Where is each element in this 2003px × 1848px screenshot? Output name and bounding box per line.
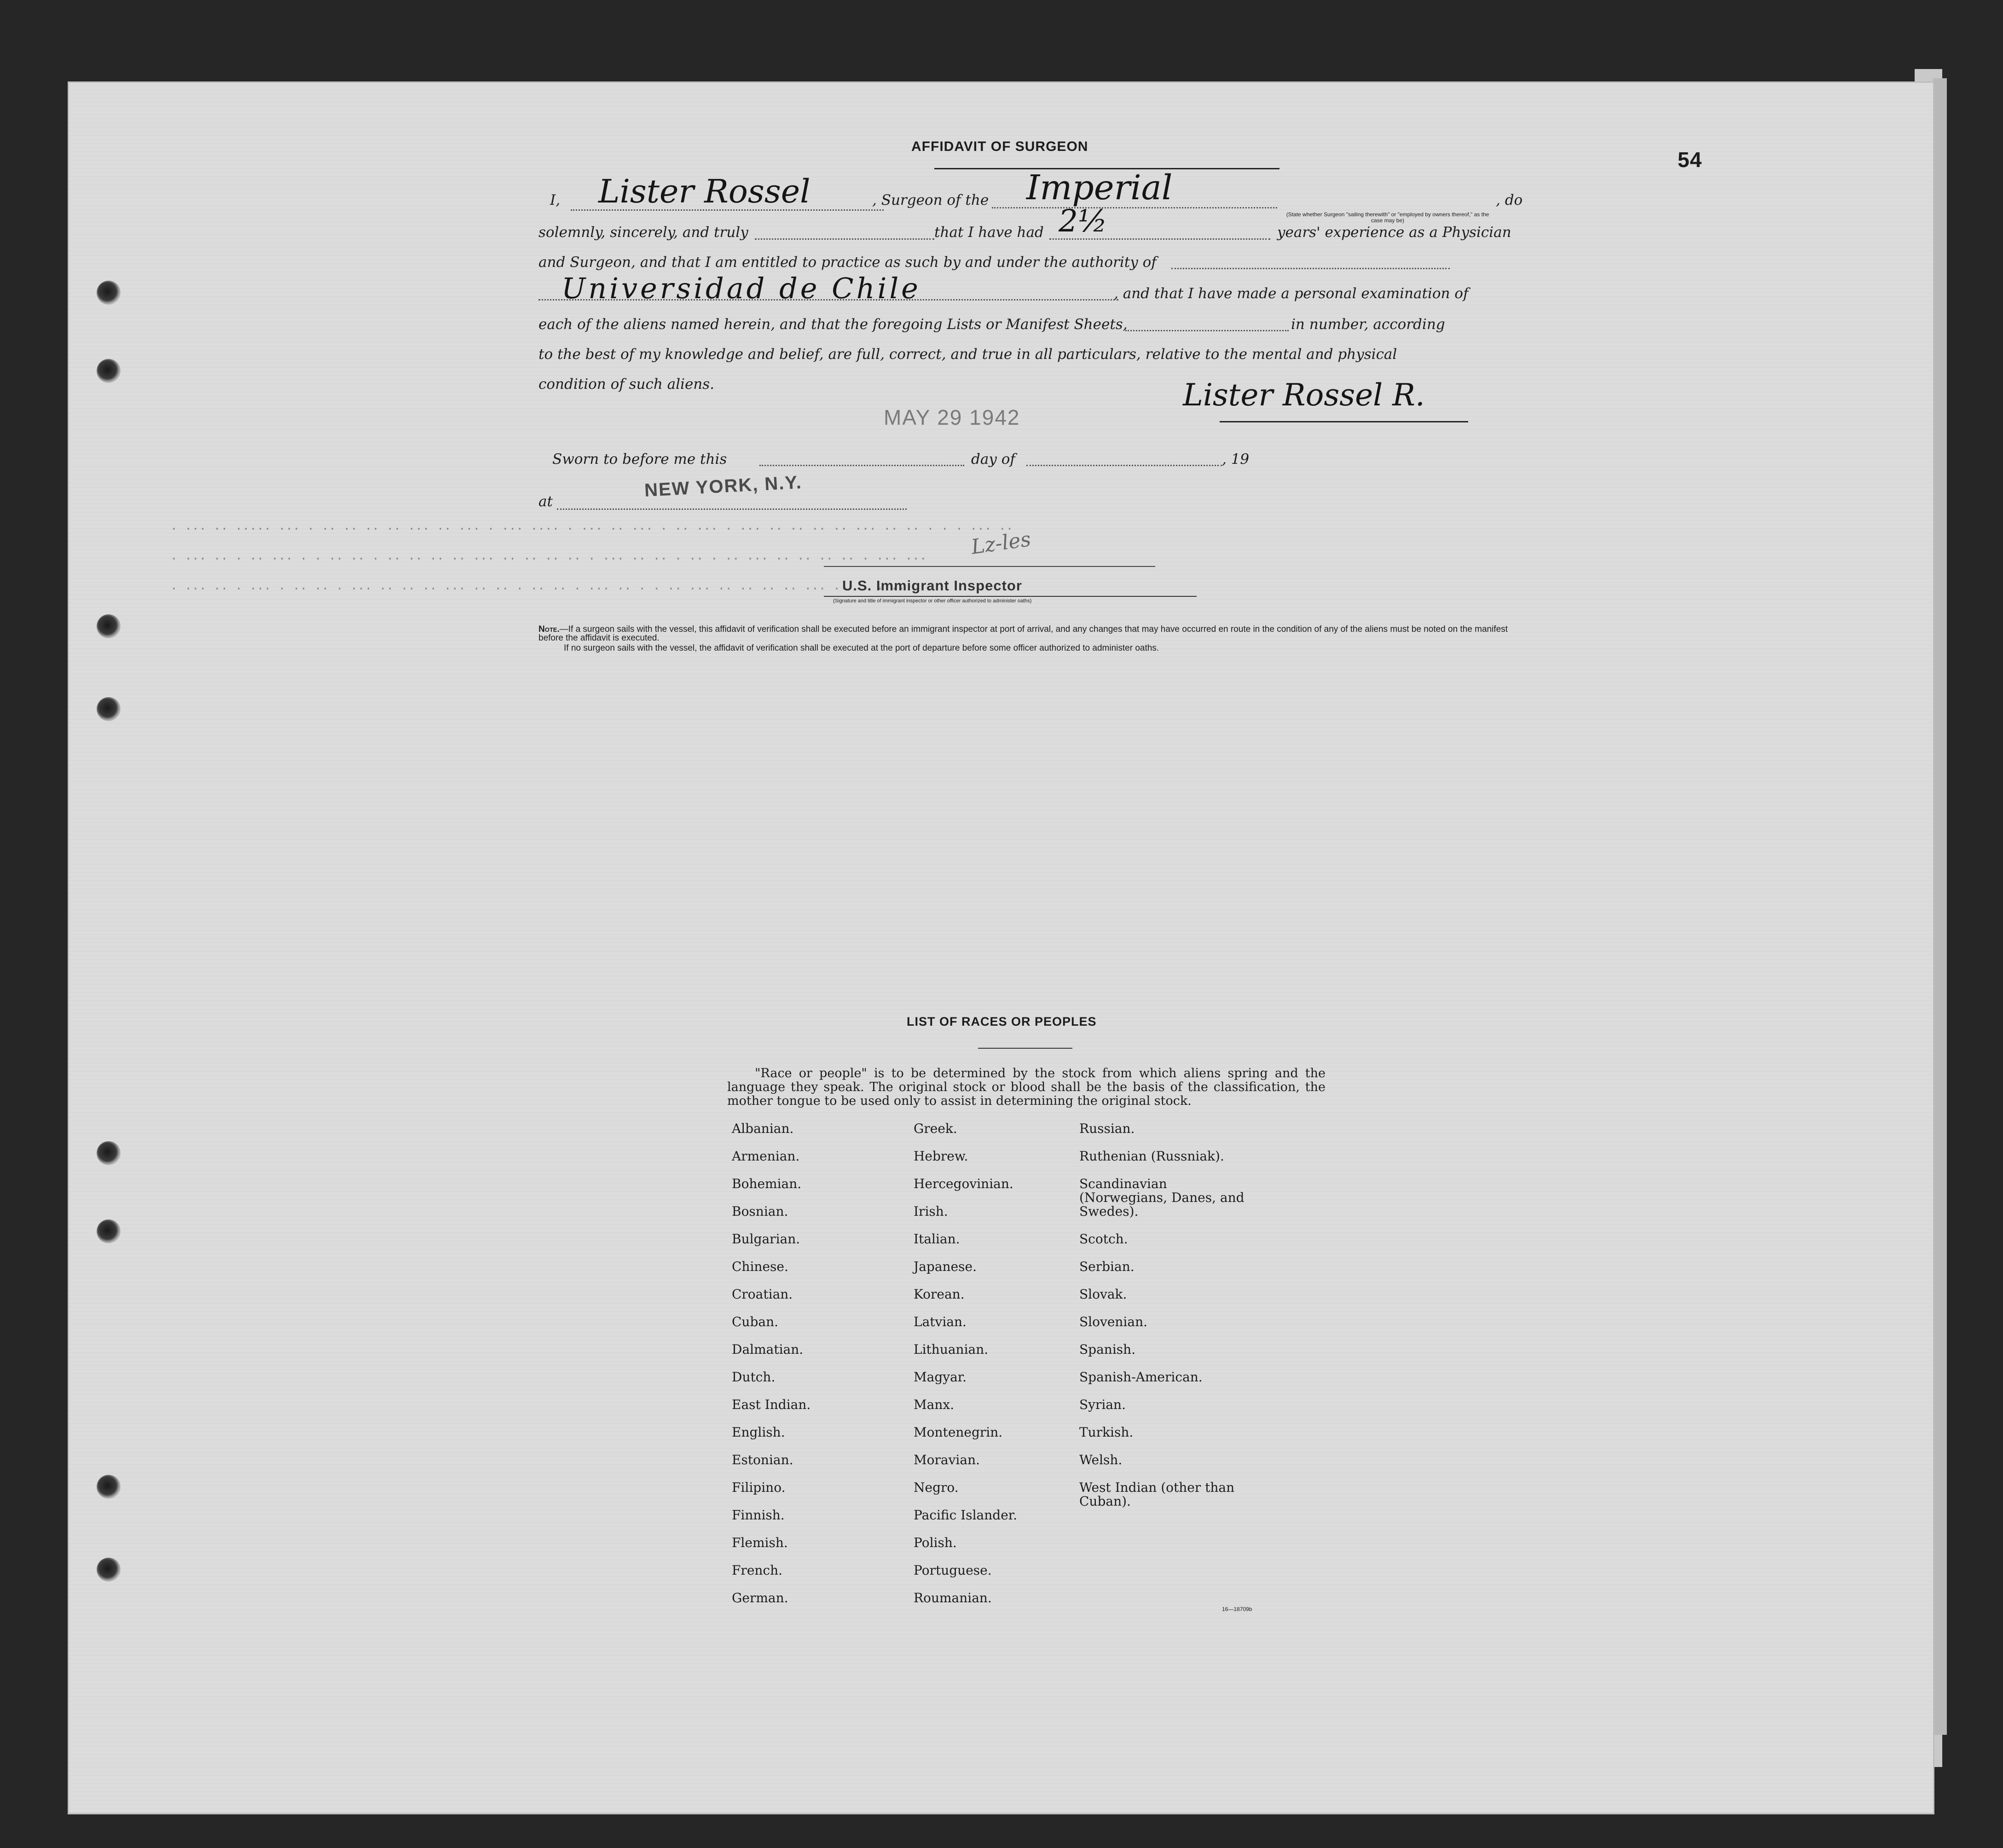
race-item: Slovenian. — [1079, 1314, 1147, 1329]
race-item: Hercegovinian. — [914, 1176, 1013, 1191]
line3-dots — [1171, 268, 1450, 269]
race-item: Serbian. — [1079, 1259, 1135, 1274]
races-column-3 — [1079, 1122, 1245, 1508]
line7: condition of such aliens. — [538, 376, 715, 393]
race-item: Scandinavian (Norwegians, Danes, and Swedes). — [1079, 1176, 1245, 1219]
at-label: at — [538, 493, 553, 510]
race-item: Irish. — [914, 1204, 948, 1219]
race-item: Dalmatian. — [732, 1342, 804, 1357]
race-item: Syrian. — [1079, 1397, 1126, 1412]
surgeon-of-label: , Surgeon of the — [872, 192, 989, 208]
races-column-1 — [732, 1122, 897, 1619]
note-paragraph-2: If no surgeon sails with the vessel, the affidavit of verification shall be executed at the port of departure before some officer authorized to administer oaths. — [564, 643, 1159, 653]
race-item: Armenian. — [732, 1149, 800, 1164]
surgeon-signature: Lister Rossel R. — [1183, 377, 1425, 413]
note-paragraph-1 — [538, 625, 1523, 642]
punch-hole-5 — [97, 1141, 121, 1165]
line3: and Surgeon, and that I am entitled to practice as such by and under the authority of — [538, 254, 1157, 271]
at-line — [557, 508, 907, 510]
years-value: 2½ — [1059, 203, 1107, 239]
races-intro: "Race or people" is to be determined by the stock from which aliens spring and the language they speak. The original stock or blood shall be the basis of the classification, the mother tongue to be used only to assist in determining the original stock. — [727, 1066, 1326, 1108]
race-item: Cuban. — [732, 1314, 779, 1329]
race-item: Bulgarian. — [732, 1231, 800, 1247]
race-item: Spanish-American. — [1079, 1369, 1203, 1385]
line5-b: in number, according — [1291, 316, 1445, 333]
race-item: Slovak. — [1079, 1287, 1127, 1302]
authority-value: Universidad de Chile — [562, 271, 921, 305]
race-item: Portuguese. — [914, 1563, 992, 1578]
line4-end: , and that I have made a personal examination of — [1114, 285, 1469, 302]
race-item: Lithuanian. — [914, 1342, 989, 1357]
page-number: 54 — [1678, 148, 1702, 172]
race-item: East Indian. — [732, 1397, 811, 1412]
line2-c: years' experience as a Physician — [1277, 224, 1511, 241]
race-item: Ruthenian (Russniak). — [1079, 1149, 1224, 1164]
race-item: Estonian. — [732, 1452, 793, 1467]
punch-hole-8 — [97, 1558, 121, 1582]
race-item: Japanese. — [914, 1259, 977, 1274]
race-item: Turkish. — [1079, 1425, 1134, 1440]
race-item: Bohemian. — [732, 1176, 802, 1191]
race-item: Finnish. — [732, 1507, 785, 1523]
line2-a: solemnly, sincerely, and truly — [538, 224, 748, 241]
inspector-upper-line — [824, 566, 1155, 567]
race-item: Hebrew. — [914, 1149, 968, 1164]
line5-dots — [1125, 330, 1289, 331]
race-item: West Indian (other than Cuban). — [1079, 1480, 1235, 1509]
surgeon-name: Lister Rossel — [598, 173, 810, 210]
race-item: Welsh. — [1079, 1452, 1123, 1467]
i-label: I, — [550, 192, 561, 208]
race-item: Albanian. — [732, 1121, 794, 1136]
sworn-b: day of — [971, 451, 1015, 468]
form-number: 16—18709b — [1222, 1606, 1252, 1612]
race-item: Moravian. — [914, 1452, 980, 1467]
city-stamp: NEW YORK, N.Y. — [644, 472, 803, 501]
signature-underline — [1220, 421, 1468, 422]
race-item: Scotch. — [1079, 1231, 1128, 1247]
form-page — [69, 83, 1933, 1813]
years-line — [1049, 238, 1270, 240]
race-item: Russian. — [1079, 1121, 1135, 1136]
race-item: Greek. — [914, 1121, 957, 1136]
note-label: Note. — [538, 624, 560, 634]
inspector-caption: (Signature and title of immigrant inspector or other officer authorized to administer oaths) — [833, 598, 1032, 604]
race-item: Bosnian. — [732, 1204, 788, 1219]
punch-hole-1 — [97, 281, 121, 305]
bleed-through-row-3: · ··· ·· · ··· · ·· ·· · ··· ·· ·· ·· ··· ·· ·· · ·· ·· · ··· ·· · · ·· ··· ·· ·· ·· ·· ··· ·· ·· · ··· — [170, 582, 913, 596]
race-item: Dutch. — [732, 1369, 776, 1385]
races-column-2 — [914, 1122, 1079, 1619]
races-title: LIST OF RACES OR PEOPLES — [907, 1015, 1097, 1028]
race-item: Negro. — [914, 1480, 959, 1495]
sworn-month-line — [1026, 465, 1222, 466]
punch-hole-3 — [97, 614, 121, 638]
inspector-initials: Lz-les — [970, 527, 1032, 559]
races-title-rule — [978, 1048, 1072, 1049]
race-item: English. — [732, 1425, 785, 1440]
punch-hole-4 — [97, 697, 121, 721]
punch-hole-6 — [97, 1219, 121, 1243]
surgeon-name-line — [571, 209, 884, 211]
race-item: Flemish. — [732, 1535, 788, 1550]
affidavit-title: AFFIDAVIT OF SURGEON — [911, 139, 1088, 154]
inspector-stamp: U.S. Immigrant Inspector — [842, 578, 1022, 594]
race-item: Magyar. — [914, 1369, 967, 1385]
sworn-a: Sworn to before me this — [552, 451, 727, 468]
race-item: Roumanian. — [914, 1590, 992, 1605]
race-item: Filipino. — [732, 1480, 786, 1495]
sworn-c: , 19 — [1222, 451, 1250, 468]
line5-a: each of the aliens named herein, and that the foregoing Lists or Manifest Sheets, — [538, 316, 1128, 333]
race-item: Latvian. — [914, 1314, 967, 1329]
ship-overline — [934, 168, 1279, 169]
race-item: German. — [732, 1590, 788, 1605]
note-text-1: —If a surgeon sails with the vessel, this affidavit of verification shall be executed before an immigrant inspector at port of arrival, and any changes that may have occurred en route in the condition of any of the aliens must be noted on the manifest before the affidavit is executed. — [538, 624, 1508, 643]
race-item: French. — [732, 1563, 783, 1578]
race-item: Korean. — [914, 1287, 965, 1302]
state-note: (State whether Surgeon "sailing therewith" or "employed by owners thereof," as the case may be) — [1286, 211, 1489, 224]
race-item: Croatian. — [732, 1287, 793, 1302]
race-item: Pacific Islander. — [914, 1507, 1017, 1523]
race-item: Manx. — [914, 1397, 955, 1412]
race-item: Italian. — [914, 1231, 960, 1247]
line2-dots-1 — [755, 238, 934, 240]
punch-hole-2 — [97, 359, 121, 383]
race-item: Spanish. — [1079, 1342, 1136, 1357]
line6: to the best of my knowledge and belief, are full, correct, and true in all particulars, relative to the mental and physical — [538, 346, 1397, 363]
inspector-line — [824, 596, 1197, 597]
bleed-through-row-1: · ··· ·· ····· ··· · ·· ·· ·· ·· ··· ·· ··· · ··· ···· · ··· ·· ··· · ·· ··· · ··· ·· ·· ·· ·· ··· ·· ·· · · · ··· ·· — [170, 522, 1013, 536]
do-label: , do — [1496, 192, 1523, 208]
line2-b: that I have had — [934, 224, 1044, 241]
ship-name-line — [992, 207, 1277, 208]
race-item: Montenegrin. — [914, 1425, 1003, 1440]
authority-line — [538, 299, 1118, 300]
sworn-day-line — [759, 465, 964, 466]
race-item: Chinese. — [732, 1259, 788, 1274]
date-stamp: MAY 29 1942 — [884, 405, 1020, 429]
bleed-through-row-2: · ··· ·· · ·· ··· · · ·· ·· · ·· ·· ·· ·· ··· ·· ·· ·· ·· · ··· ·· ·· · ·· · ·· ··· ·· ·· ·· ·· · ··· ··· — [170, 552, 927, 566]
punch-hole-7 — [97, 1475, 121, 1499]
race-item: Polish. — [914, 1535, 957, 1550]
ship-name: Imperial — [1026, 168, 1173, 208]
